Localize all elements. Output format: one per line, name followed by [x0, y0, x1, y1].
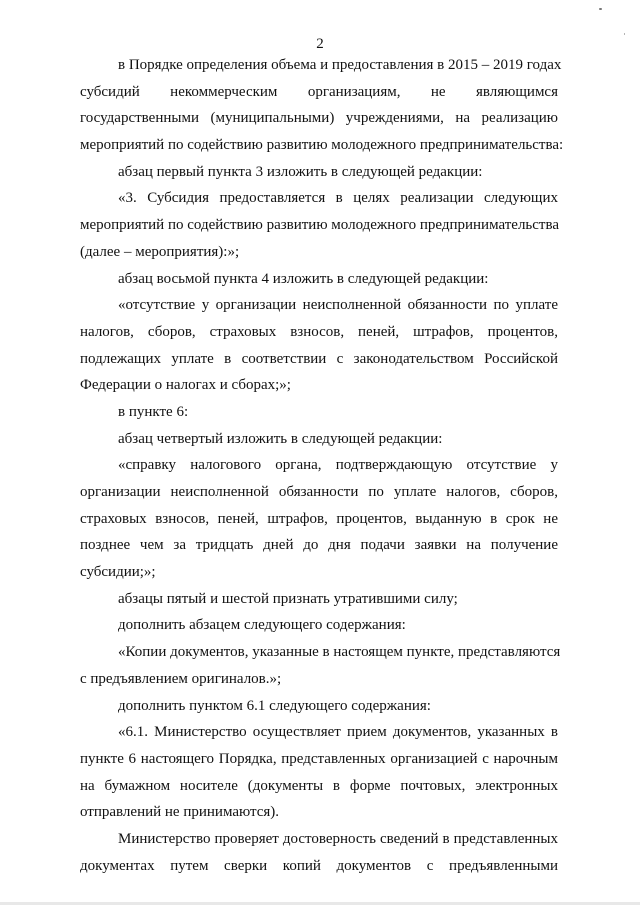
text-line: «справку налогового органа, подтверждающую отсутствие у: [118, 457, 558, 474]
text-line: подлежащих уплате в соответствии с законодательством Российской: [80, 350, 558, 367]
text-line: в пункте 6:: [118, 403, 189, 420]
text-line: «отсутствие у организации неисполненной обязанности по уплате: [118, 297, 558, 314]
text-line: в Порядке определения объема и предоставления в 2015 – 2019 годах: [118, 57, 562, 73]
scan-speck: [599, 8, 602, 10]
text-line: дополнить пунктом 6.1 следующего содержания:: [118, 697, 431, 714]
text-line: отправлений не принимаются).: [80, 804, 280, 821]
text-line: налогов, сборов, страховых взносов, пеней, штрафов, процентов,: [80, 323, 558, 340]
text-line: позднее чем за тридцать дней до дня подачи заявки на получение: [80, 537, 558, 554]
text-line: абзац восьмой пункта 4 изложить в следующей редакции:: [118, 270, 489, 287]
text-line: дополнить абзацем следующего содержания:: [118, 617, 406, 634]
text-line: субсидии;»;: [80, 564, 156, 581]
text-line: мероприятий по содействию развитию молодежного предпринимательства:: [80, 137, 564, 154]
text-line: «Копии документов, указанные в настоящем пункте, представляются: [118, 644, 561, 661]
text-line: (далее – мероприятия):»;: [80, 243, 240, 260]
text-line: «6.1. Министерство осуществляет прием документов, указанных в: [118, 724, 558, 741]
text-line: Министерство проверяет достоверность сведений в представленных: [118, 830, 558, 847]
text-line: пункте 6 настоящего Порядка, представленных организацией с нарочным: [80, 750, 558, 767]
text-line: документах путем сверки копий документов с предъявленными: [80, 857, 558, 874]
text-line: с предъявлением оригиналов.»;: [80, 670, 282, 687]
text-line: государственными (муниципальными) учреждениями, на реализацию: [80, 110, 558, 127]
text-line: «3. Субсидия предоставляется в целях реализации следующих: [118, 190, 558, 207]
text-line: абзац четвертый изложить в следующей редакции:: [118, 430, 443, 447]
text-line: Федерации о налогах и сборах;»;: [80, 377, 291, 394]
document-body: [80, 52, 564, 879]
text-line: мероприятий по содействию развитию молодежного предпринимательства: [80, 217, 560, 234]
page-number: 2: [316, 36, 324, 52]
text-line: страховых взносов, пеней, штрафов, процентов, выданную в срок не: [80, 510, 558, 527]
text-line: субсидий некоммерческим организациям, не являющимся: [80, 83, 558, 100]
text-line: организации неисполненной обязанности по уплате налогов, сборов,: [80, 484, 558, 500]
text-line: на бумажном носителе (документы в форме почтовых, электронных: [80, 777, 558, 794]
text-line: абзац первый пункта 3 изложить в следующей редакции:: [118, 163, 483, 180]
scan-corner-mark: ˙: [622, 33, 627, 44]
text-line: абзацы пятый и шестой признать утратившими силу;: [118, 590, 458, 607]
